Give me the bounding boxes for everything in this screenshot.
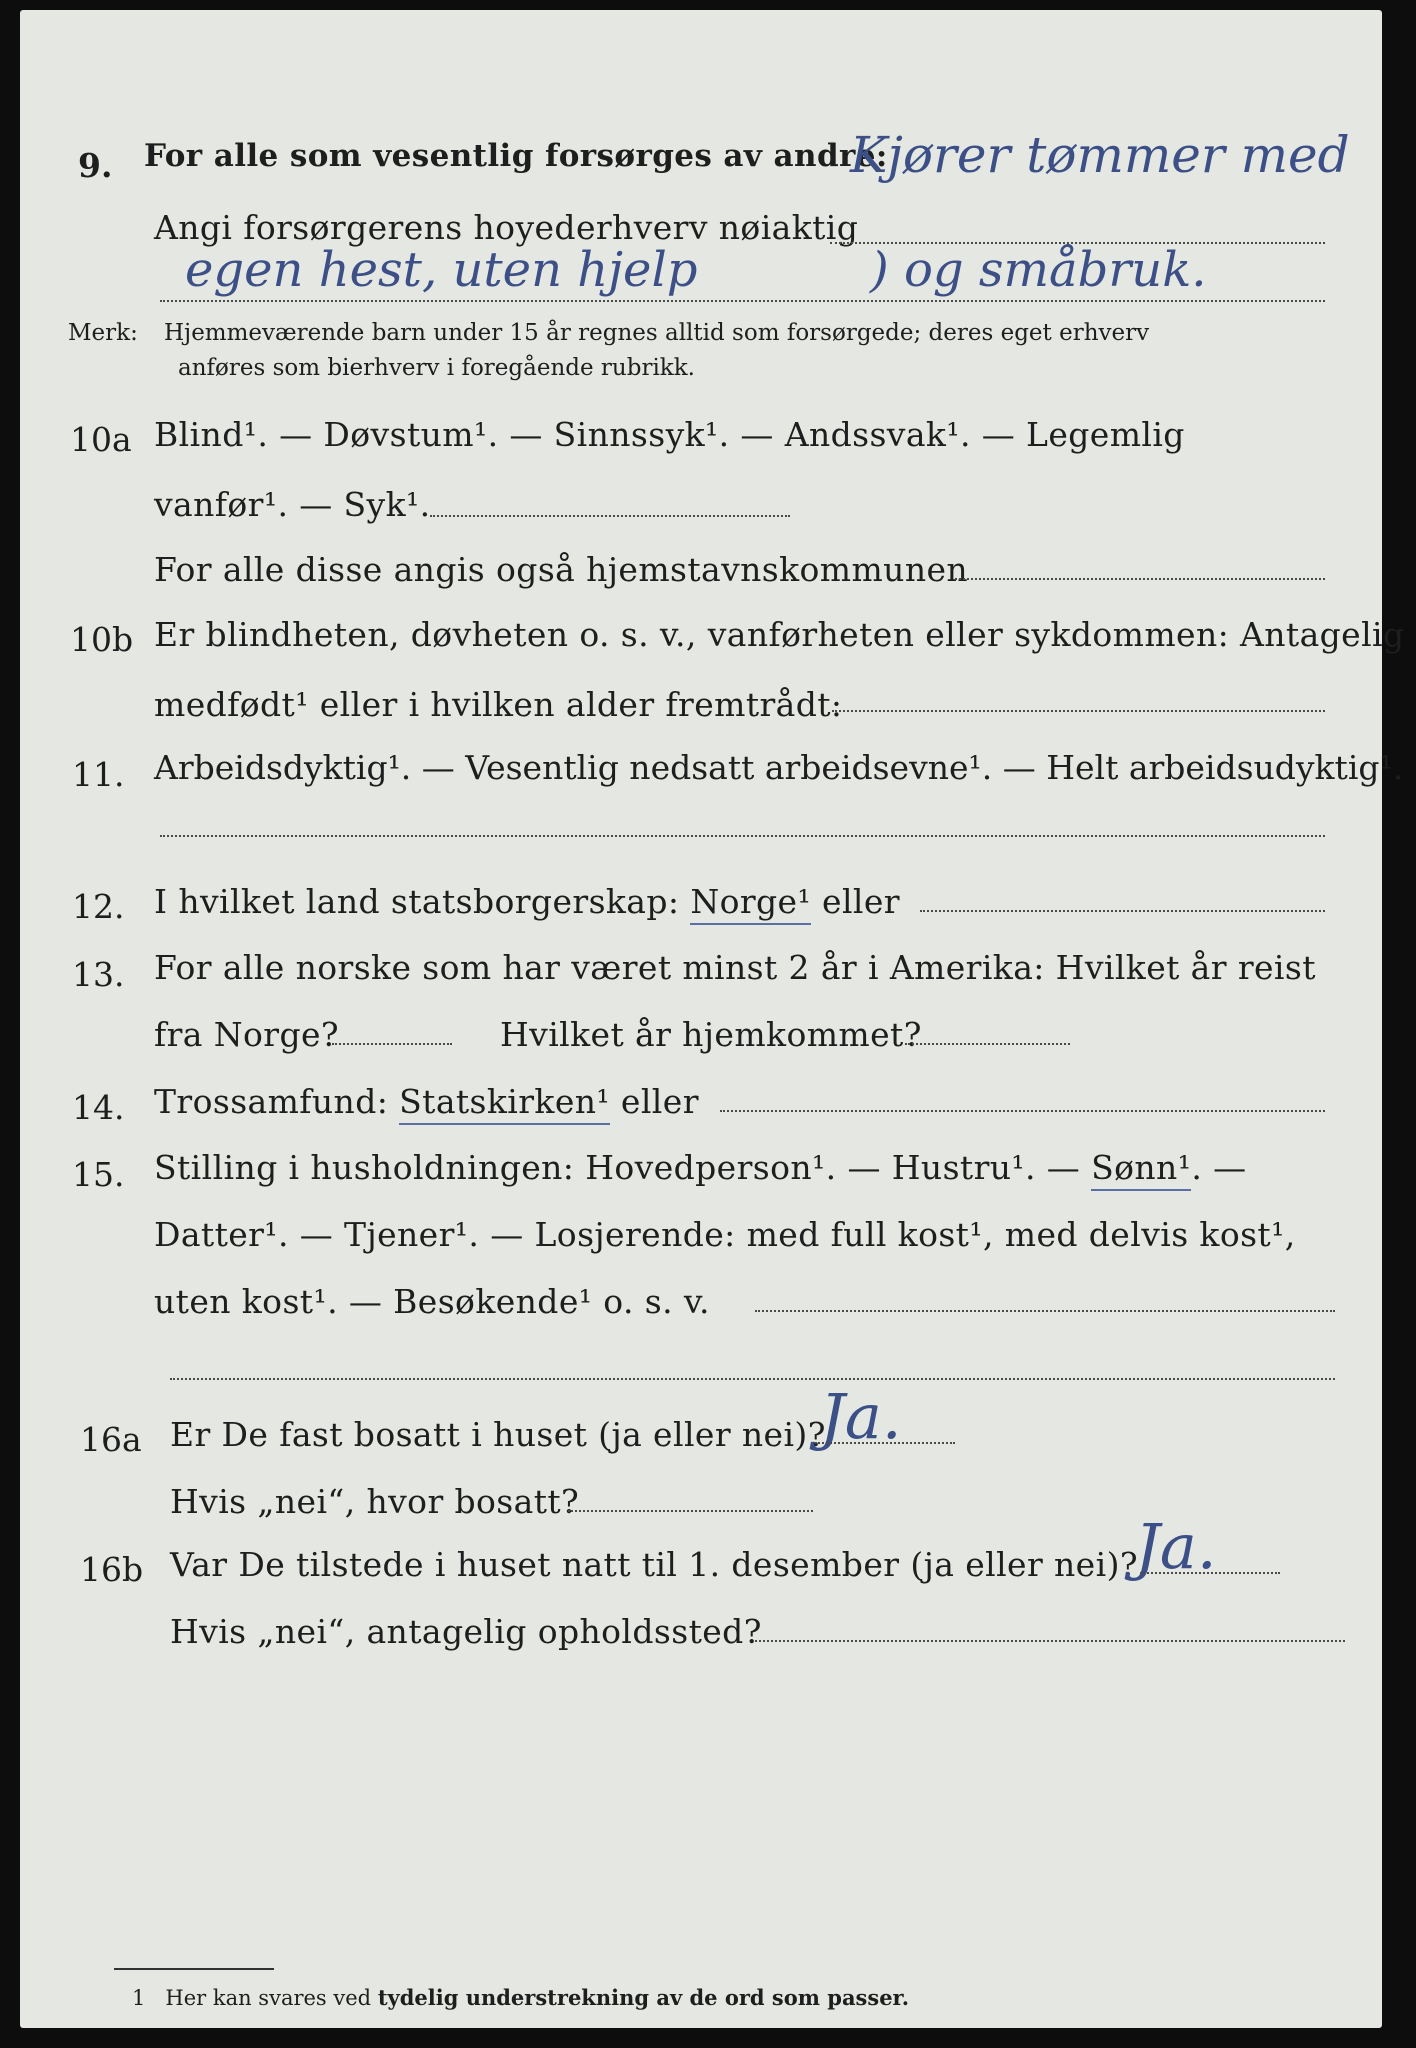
q13-answer-line-1 (332, 1043, 452, 1045)
q16a-line-2: Hvis „nei“, hvor bosatt? (170, 1482, 580, 1521)
footnote-text: Her kan svares ved (165, 1986, 372, 2010)
footnote-mark: 1 (132, 1986, 146, 2010)
q16b-answer-line-2 (755, 1640, 1345, 1642)
q16a-handwritten-answer: Ja. (820, 1380, 902, 1453)
q14-post: eller (620, 1082, 699, 1121)
q10b-number: 10b (70, 620, 134, 659)
footnote-bold-text: tydelig understrekning av de ord som passer. (377, 1985, 910, 2010)
q14-answer-line (720, 1110, 1325, 1112)
q11-line-1: Arbeidsdyktig¹. — Vesentlig nedsatt arbeidsevne¹. — Helt arbeidsudyktig¹. (154, 748, 1404, 787)
q13-answer-line-2 (905, 1043, 1070, 1045)
q15-line-2: Datter¹. — Tjener¹. — Losjerende: med full kost¹, med delvis kost¹, (154, 1215, 1296, 1254)
q10b-answer-line (832, 710, 1325, 712)
q16b-answer-line-1 (1140, 1572, 1280, 1574)
q9-number: 9. (78, 146, 113, 185)
q14-line (154, 1082, 699, 1121)
footnote-rule (114, 1968, 274, 1970)
q16a-answer-line-1 (815, 1442, 955, 1444)
q10a-answer-line-1 (430, 515, 790, 517)
q15-line-1-post: . — (1191, 1148, 1247, 1187)
q15-line-1-prompt: Stilling i husholdningen: Hovedperson¹. — Hustru¹. — (154, 1148, 1081, 1187)
census-form-page (20, 10, 1405, 2028)
q15-line-3: uten kost¹. — Besøkende¹ o. s. v. (154, 1282, 710, 1321)
footnote (132, 1985, 909, 2010)
q9-answer-line-2 (160, 300, 1325, 302)
q15-answer-line-2 (170, 1378, 1335, 1380)
q16a-line-1: Er De fast bosatt i huset (ja eller nei)? (170, 1415, 826, 1454)
q16b-handwritten-answer: Ja. (1135, 1510, 1217, 1583)
q14-prompt: Trossamfund: (154, 1082, 389, 1121)
q15-number: 15. (72, 1155, 125, 1194)
q11-number: 11. (72, 755, 125, 794)
q9-handwritten-line1: Kjører tømmer med (850, 126, 1350, 184)
q12-answer-line (920, 910, 1325, 912)
q11-answer-line (160, 835, 1325, 837)
q16a-number: 16a (80, 1420, 142, 1459)
q12-number: 12. (72, 887, 125, 926)
q10b-line-1: Er blindheten, døvheten o. s. v., vanførheten eller sykdommen: Antagelig (154, 615, 1405, 654)
q15-answer-line-1 (755, 1310, 1335, 1312)
merk-line-2: anføres som bierhverv i foregående rubrikk. (178, 355, 695, 381)
q15-line-1 (154, 1148, 1247, 1187)
merk-label: Merk: (68, 320, 138, 346)
q10a-line-1: Blind¹. — Døvstum¹. — Sinnssyk¹. — Andssvak¹. — Legemlig (154, 415, 1185, 454)
q13-line-2b: Hvilket år hjemkommet? (500, 1015, 922, 1054)
q16b-number: 16b (80, 1550, 144, 1589)
q13-line-2a: fra Norge? (154, 1015, 340, 1054)
q9-heading: For alle som vesentlig forsørges av andre: (144, 138, 888, 174)
q12-answer-underlined: Norge¹ (690, 882, 811, 925)
q12-prompt: I hvilket land statsborgerskap: (154, 882, 680, 921)
q13-line-1: For alle norske som har været minst 2 år i Amerika: Hvilket år reist (154, 948, 1316, 987)
q14-number: 14. (72, 1088, 125, 1127)
q10b-line-2: medfødt¹ eller i hvilken alder fremtrådt: (154, 685, 843, 724)
q12-post: eller (822, 882, 900, 921)
q10a-number: 10a (70, 420, 132, 459)
q10a-line-2: vanfør¹. — Syk¹. (154, 485, 431, 524)
q16b-line-1: Var De tilstede i huset natt til 1. desember (ja eller nei)? (170, 1545, 1138, 1584)
q10a-answer-line-2 (955, 578, 1325, 580)
q16a-answer-line-2 (568, 1510, 813, 1512)
q12-line (154, 882, 900, 921)
q9-handwritten-line2: egen hest, uten hjelp (185, 242, 698, 298)
q16b-line-2: Hvis „nei“, antagelig opholdssted? (170, 1612, 762, 1651)
q15-answer-underlined: Sønn¹ (1091, 1148, 1191, 1191)
q9-prompt: Angi forsørgerens hoyederhverv nøiaktig (154, 208, 859, 247)
q9-handwritten-line2b: ) og småbruk. (870, 242, 1207, 298)
q13-number: 13. (72, 955, 125, 994)
q14-answer-underlined: Statskirken¹ (399, 1082, 610, 1125)
merk-line-1: Hjemmeværende barn under 15 år regnes alltid som forsørgede; deres eget erhverv (164, 320, 1150, 346)
q10a-line-3: For alle disse angis også hjemstavnskommunen (154, 550, 969, 589)
